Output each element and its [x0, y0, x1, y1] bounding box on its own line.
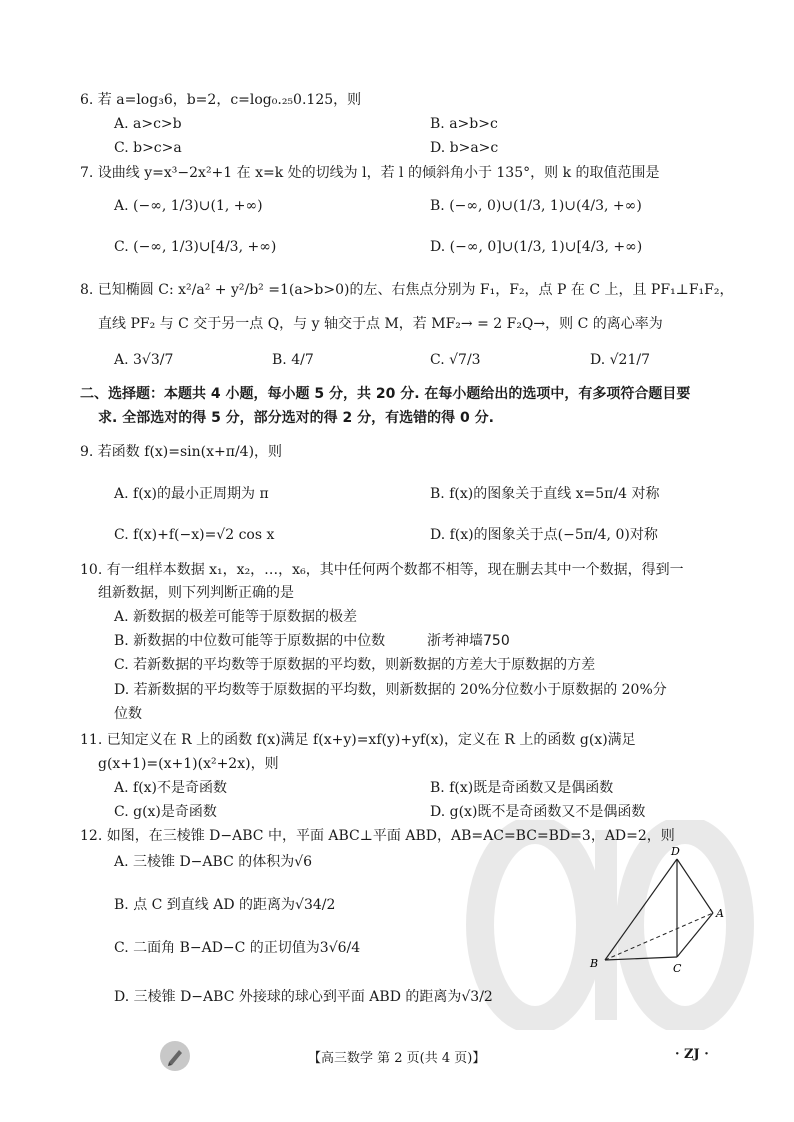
tetrahedron-figure	[585, 845, 735, 975]
q10-option-a: A. 新数据的极差可能等于原数据的极差	[114, 609, 358, 625]
q10-option-b: B. 新数据的中位数可能等于原数据的中位数	[114, 633, 386, 649]
q10-note: 浙考神墙750	[427, 633, 510, 649]
q11-option-d: D. g(x)既不是奇函数又不是偶函数	[430, 804, 646, 820]
q8-stem: 8. 已知椭圆 C: x²/a² + y²/b² =1(a>b>0)的左、右焦点分别为 F₁，F₂，点 P 在 C 上，且 PF₁⊥F₁F₂，	[80, 282, 734, 298]
vertex-label-c: C	[673, 962, 682, 975]
q6-stem: 6. 若 a=log₃6，b=2，c=log₀.₂₅0.125，则	[80, 92, 362, 108]
q12-stem: 12. 如图，在三棱锥 D−ABC 中，平面 ABC⊥平面 ABD，AB=AC=BC=BD=3，AD=2，则	[80, 828, 675, 844]
vertex-label-d: D	[671, 845, 680, 858]
vertex-label-a: A	[716, 907, 724, 920]
q10-option-d: D. 若新数据的平均数等于原数据的平均数，则新数据的 20%分位数小于原数据的 20%分	[114, 682, 667, 698]
q7-option-a: A. (−∞, 1/3)∪(1, +∞)	[114, 198, 263, 214]
q11-option-a: A. f(x)不是奇函数	[114, 780, 228, 796]
q7-option-b: B. (−∞, 0)∪(1/3, 1)∪(4/3, +∞)	[430, 198, 642, 214]
q9-option-c: C. f(x)+f(−x)=√2 cos x	[114, 527, 275, 543]
q7-option-d: D. (−∞, 0]∪(1/3, 1)∪[4/3, +∞)	[430, 239, 643, 255]
q6-option-c: C. b>c>a	[114, 140, 182, 156]
q6-option-b: B. a>b>c	[430, 116, 498, 132]
q9-stem: 9. 若函数 f(x)=sin(x+π/4)，则	[80, 444, 283, 460]
q11-stem-2: g(x+1)=(x+1)(x²+2x)，则	[98, 756, 279, 772]
q11-option-c: C. g(x)是奇函数	[114, 804, 217, 820]
q12-option-c: C. 二面角 B−AD−C 的正切值为3√6/4	[114, 940, 361, 956]
q8-option-d: D. √21/7	[590, 352, 650, 368]
q9-option-b: B. f(x)的图象关于直线 x=5π/4 对称	[430, 486, 660, 502]
q7-option-c: C. (−∞, 1/3)∪[4/3, +∞)	[114, 239, 277, 255]
q10-stem: 10. 有一组样本数据 x₁，x₂，…，x₆，其中任何两个数都不相等，现在删去其中一个数据，得到一	[80, 562, 684, 578]
vertex-label-b: B	[590, 957, 599, 970]
q6-option-a: A. a>c>b	[114, 116, 182, 132]
q8-option-b: B. 4/7	[272, 352, 314, 368]
q12-option-a: A. 三棱锥 D−ABC 的体积为√6	[114, 854, 313, 870]
q8-option-c: C. √7/3	[430, 352, 481, 368]
pencil-icon	[160, 1041, 190, 1071]
q12-option-b: B. 点 C 到直线 AD 的距离为√34/2	[114, 897, 336, 913]
q9-option-d: D. f(x)的图象关于点(−5π/4, 0)对称	[430, 527, 658, 543]
q10-option-d-cont: 位数	[114, 706, 142, 722]
q11-option-b: B. f(x)既是奇函数又是偶函数	[430, 780, 614, 796]
section-2-heading-2: 求. 全部选对的得 5 分，部分选对的得 2 分，有选错的得 0 分.	[98, 410, 494, 426]
q12-option-d: D. 三棱锥 D−ABC 外接球的球心到平面 ABD 的距离为√3/2	[114, 989, 493, 1005]
footer-page-info: 【高三数学 第 2 页(共 4 页)】	[308, 1051, 486, 1066]
q11-stem: 11. 已知定义在 R 上的函数 f(x)满足 f(x+y)=xf(y)+yf(x)，定义在 R 上的函数 g(x)满足	[80, 732, 636, 748]
q8-option-a: A. 3√3/7	[114, 352, 174, 368]
q10-option-c: C. 若新数据的平均数等于原数据的平均数，则新数据的方差大于原数据的方差	[114, 657, 596, 673]
q6-option-d: D. b>a>c	[430, 140, 499, 156]
footer-code: · ZJ ·	[675, 1047, 709, 1062]
q10-stem-2: 组新数据，则下列判断正确的是	[98, 585, 294, 601]
q8-stem-2: 直线 PF₂ 与 C 交于另一点 Q，与 y 轴交于点 M，若 MF₂→ = 2 F₂Q→，则 C 的离心率为	[98, 316, 663, 332]
section-2-heading: 二、选择题：本题共 4 小题，每小题 5 分，共 20 分. 在每小题给出的选项中，有多项符合题目要	[80, 386, 691, 402]
q7-stem: 7. 设曲线 y=x³−2x²+1 在 x=k 处的切线为 l，若 l 的倾斜角小于 135°，则 k 的取值范围是	[80, 165, 660, 181]
q9-option-a: A. f(x)的最小正周期为 π	[114, 486, 269, 502]
